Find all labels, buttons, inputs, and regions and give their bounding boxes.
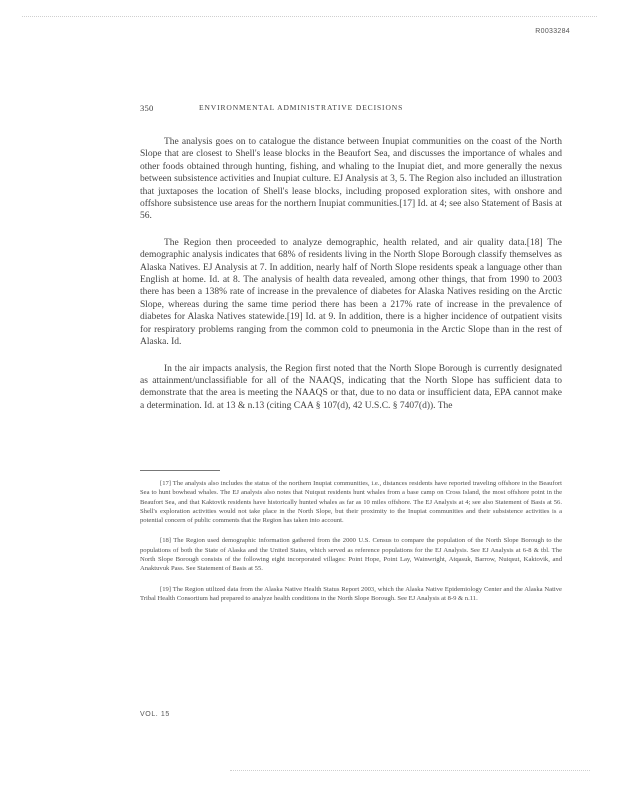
bates-number: R0033284 bbox=[535, 28, 570, 35]
footnote-rule bbox=[140, 470, 220, 471]
volume-folio: VOL. 15 bbox=[140, 711, 170, 718]
footnote: [19] The Region utilized data from the Alaska Native Health Status Report 2003, which the Alaska Native Epidemiology Center and the Alaska Native Tribal Health Consortium had prepared to analyze health conditions in the North Slope Borough. See EJ Analysis at 8-9 & n.11. bbox=[140, 585, 562, 602]
paragraph: The Region then proceeded to analyze demographic, health related, and air quality data.[18] The demographic analysis indicates that 68% of residents living in the North Slope Borough classify themselves as Alaska Natives. EJ Analysis at 7. In addition, nearly half of North Slope residents speak a language other than English at home. Id. at 8. The analysis of health data revealed, among other things, that from 1990 to 2003 there has been a 138% rate of increase in the prevalence of diabetes for Alaska Natives residing on the Arctic Slope, whereas during the same time period there has been a 217% rate of increase in the prevalence of diabetes for Alaska Natives statewide.[19] Id. at 9. In addition, there is a higher incidence of outpatient visits for respiratory problems ranging from the common cold to pneumonia in the Arctic Slope than in the rest of Alaska. Id. bbox=[140, 237, 562, 348]
paragraph: The analysis goes on to catalogue the distance between Inupiat communities on the coast of the North Slope that are closest to Shell's lease blocks in the Beaufort Sea, and discusses the importance of whales and other foods obtained through hunting, fishing, and whaling to the Inupiat diet, and more generally the nexus between subsistence activities and Inupiat culture. EJ Analysis at 3, 5. The Region also included an illustration that juxtaposes the location of Shell's lease blocks, including proposed exploration sites, with onshore and offshore subsistence use areas for the northern Inupiat communities.[17] Id. at 4; see also Statement of Basis at 56. bbox=[140, 137, 562, 222]
footnotes bbox=[140, 479, 562, 614]
footnote: [18] The Region used demographic information gathered from the 2000 U.S. Census to compare the population of the North Slope Borough to the populations of both the State of Alaska and the United States, which served as reference populations for the EJ Analysis. See EJ Analysis at 6-8 & tbl. The North Slope Borough consists of the following eight incorporated villages: Point Hope, Point Lay, Wainwright, Atqasuk, Barrow, Nuiqsut, Kaktovik, and Anaktuvuk Pass. See Statement of Basis at 55. bbox=[140, 537, 562, 573]
footnote: [17] The analysis also includes the status of the northern Inupiat communities, i.e., distances residents have reported traveling offshore in the Beaufort Sea to hunt bowhead whales. The EJ analysis also notes that Nuiqsut residents hunt whales from a base camp on Cross Island, the most offshore point in the Beaufort Sea, and that Kaktovik residents have historically hunted whales as far as 10 miles offshore. The EJ Analysis at 4; see also Statement of Basis at 56. Shell's exploration activities would not take place in the North Slope, but their proximity to the Inupiat communities and their subsistence activities is a potential concern of public comments that the Region has taken into account. bbox=[140, 480, 562, 525]
scan-edge-top bbox=[22, 16, 597, 21]
body-text bbox=[140, 136, 562, 426]
running-head-title: ENVIRONMENTAL ADMINISTRATIVE DECISIONS bbox=[199, 103, 404, 112]
paragraph: In the air impacts analysis, the Region first noted that the North Slope Borough is currently designated as attainment/unclassifiable for all of the NAAQS, indicating that the North Slope has sufficient data to demonstrate that the area is meeting the NAAQS or that, due to no data or insufficient data, EPA cannot make a determination. Id. at 13 & n.13 (citing CAA § 107(d), 42 U.S.C. § 7407(d)). The bbox=[140, 363, 562, 411]
scan-edge-bottom bbox=[230, 770, 590, 775]
page-number: 350 bbox=[140, 103, 154, 113]
